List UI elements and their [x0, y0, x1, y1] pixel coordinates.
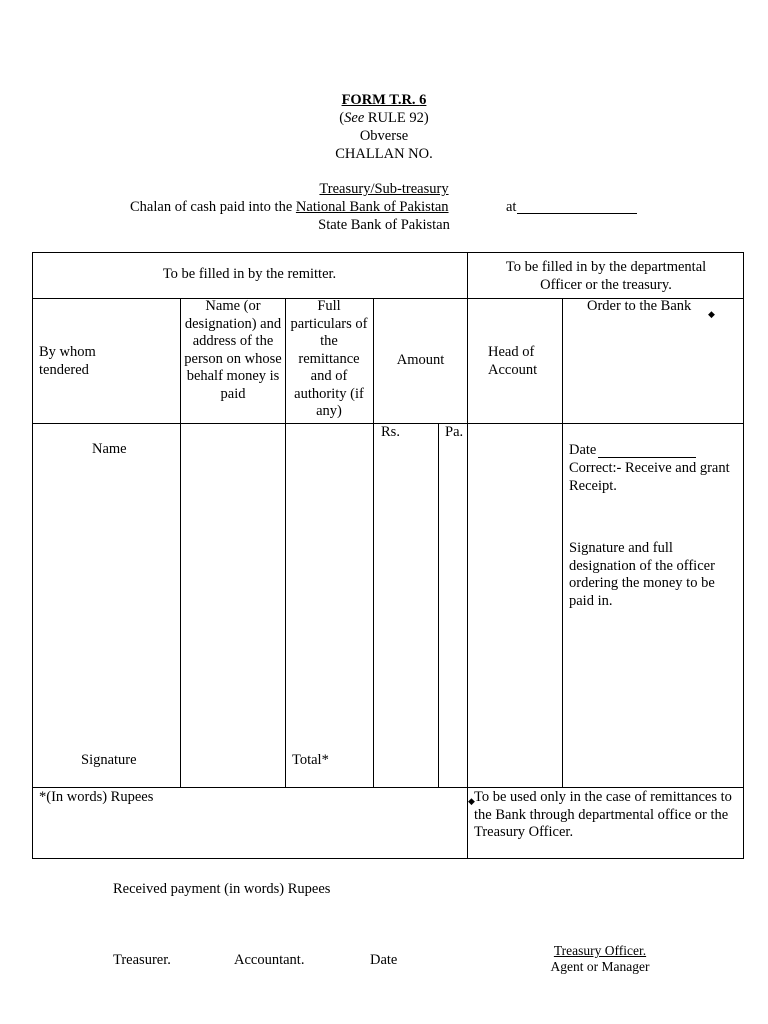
col-full-particulars: Full particulars of the remittance and of authority (if any)	[290, 298, 368, 419]
name-label: Name	[92, 441, 127, 457]
accountant-label: Accountant.	[234, 952, 305, 968]
in-words-rupees: *(In words) Rupees	[39, 789, 154, 805]
rule-reference	[0, 110, 768, 128]
form-title	[0, 92, 768, 110]
treasurer-label: Treasurer.	[113, 952, 171, 968]
state-bank-label: State Bank of Pakistan	[318, 217, 450, 233]
table-border-right	[743, 252, 744, 859]
table-divider-1	[180, 298, 181, 788]
table-divider-rs-pa	[438, 423, 439, 788]
correct-receive-text: Correct:- Receive and grant Receipt.	[569, 460, 730, 494]
form-title-number: 6	[419, 92, 427, 108]
col-head-of-account: Head of Account	[488, 344, 538, 378]
total-label: Total*	[292, 752, 329, 768]
rule-open: (	[339, 110, 345, 126]
rule-see: See	[344, 110, 365, 126]
signature-label: Signature	[81, 752, 137, 768]
table-rule-body	[32, 787, 744, 788]
pa-label: Pa.	[445, 424, 464, 440]
rs-label: Rs.	[381, 424, 400, 440]
treasury-officer-label: Treasury Officer.	[553, 943, 647, 958]
agent-manager-label: Agent or Manager	[550, 959, 650, 974]
table-divider-main	[467, 252, 468, 859]
chalan-prefix: Chalan of cash paid into the	[130, 199, 296, 215]
treasury-label: Treasury/Sub-treasury	[319, 181, 449, 197]
at-label: at	[506, 199, 517, 215]
col-name-address: Name (or designation) and address of the person on whose behalf money is paid	[184, 298, 282, 402]
col-order-to-bank: Order to the Bank	[587, 298, 692, 314]
form-title-main: FORM T.R.	[341, 92, 420, 108]
at-blank-line	[517, 213, 637, 214]
date-label: Date	[569, 442, 597, 458]
chalan-line	[130, 199, 449, 217]
footnote-text: To be used only in the case of remittances to the Bank through departmental office or the Treasury Officer.	[474, 789, 732, 840]
table-divider-3	[373, 298, 374, 788]
footer-date-label: Date	[370, 952, 398, 968]
remitter-heading: To be filled in by the remitter.	[162, 266, 337, 282]
obverse-label: Obverse	[359, 128, 409, 144]
national-bank-label: National Bank of Pakistan	[295, 199, 449, 215]
col-by-whom-tendered: By whom tendered	[39, 344, 96, 378]
date-blank-line	[598, 457, 696, 458]
departmental-heading: To be filled in by the departmental Officer or the treasury.	[505, 259, 707, 293]
officer-signature-text: Signature and full designation of the officer ordering the money to be paid in.	[569, 540, 715, 609]
challan-no-label: CHALLAN NO.	[335, 146, 433, 162]
table-border-top	[32, 252, 744, 253]
table-divider-2	[285, 298, 286, 788]
footnote-diamond-icon: ◆	[468, 796, 475, 806]
table-divider-4	[562, 298, 563, 788]
table-border-left	[32, 252, 33, 859]
col-amount: Amount	[396, 352, 445, 368]
table-border-bottom	[32, 858, 744, 859]
received-payment-label: Received payment (in words) Rupees	[113, 881, 331, 897]
diamond-marker-icon: ◆	[708, 309, 715, 319]
rule-rest: RULE 92)	[364, 110, 429, 126]
